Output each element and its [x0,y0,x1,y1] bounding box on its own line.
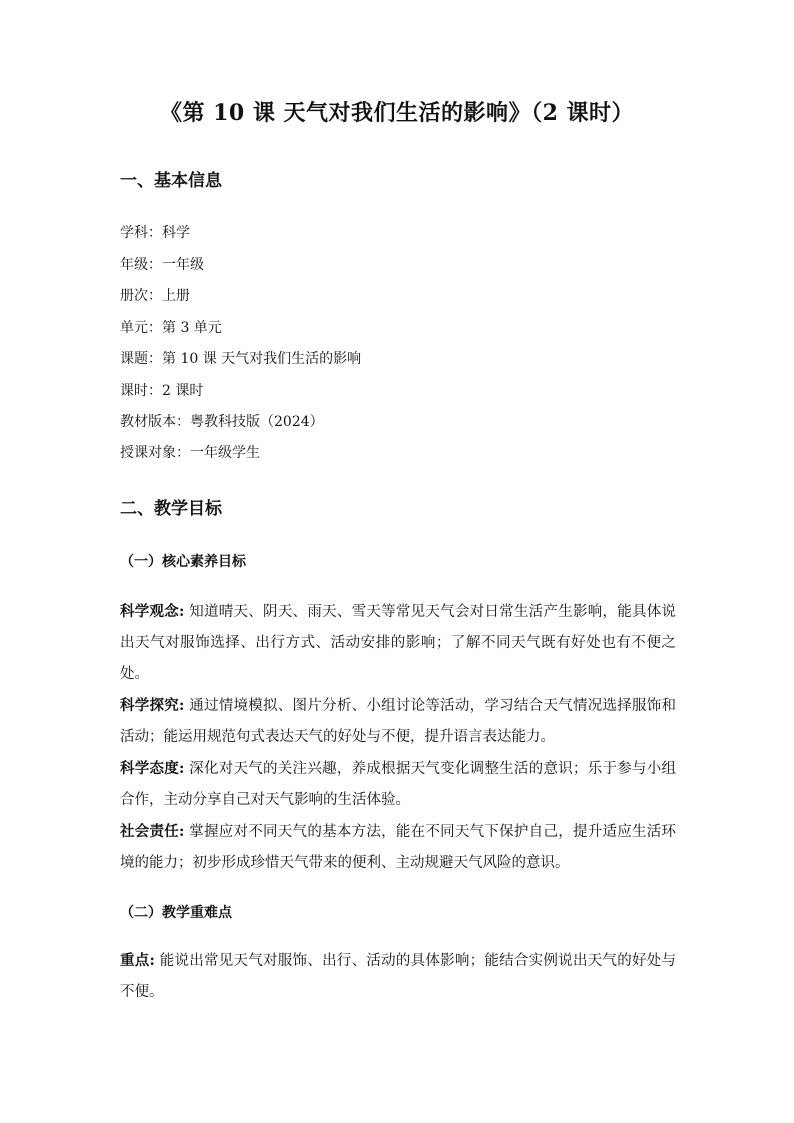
goal-label: 科学观念: [120,603,185,620]
key-point-paragraph [120,945,676,1008]
section-heading-teaching-goals: 二、教学目标 [120,499,222,519]
goal-paragraph-social-responsibility [120,816,676,879]
goal-label: 科学探究: [120,697,185,714]
info-audience: 授课对象：一年级学生 [120,445,260,461]
goal-label: 科学态度: [120,760,185,777]
info-topic: 课题：第 10 课 天气对我们生活的影响 [120,351,362,367]
info-textbook-edition: 教材版本：粤教科技版（2024） [120,414,324,430]
info-volume: 册次：上册 [120,288,190,304]
goal-paragraph-scientific-inquiry [120,690,676,753]
goal-text: 通过情境模拟、图片分析、小组讨论等活动，学习结合天气情况选择服饰和活动；能运用规范句式表达天气的好处与不便，提升语言表达能力。 [120,698,676,745]
goal-paragraph-scientific-concept [120,596,676,690]
subsection-heading-core-goals: （一）核心素养目标 [120,554,246,570]
key-point-label: 重点: [120,952,155,969]
goal-text: 知道晴天、阴天、雨天、雪天等常见天气会对日常生活产生影响，能具体说出天气对服饰选择、出行方式、活动安排的影响；了解不同天气既有好处也有不便之处。 [120,604,676,682]
goal-text: 掌握应对不同天气的基本方法，能在不同天气下保护自己，提升适应生活环境的能力；初步形成珍惜天气带来的便利、主动规避天气风险的意识。 [120,824,676,871]
section-heading-basic-info: 一、基本信息 [120,171,222,191]
subsection-heading-key-difficult-points: （二）教学重难点 [120,905,232,921]
info-subject: 学科：科学 [120,225,190,241]
key-point-text: 能说出常见天气对服饰、出行、活动的具体影响；能结合实例说出天气的好处与不便。 [120,953,676,1000]
info-unit: 单元：第 3 单元 [120,320,222,336]
document-title: 《第 10 课 天气对我们生活的影响》（2 课时） [159,100,635,126]
info-grade: 年级：一年级 [120,257,204,273]
goal-paragraph-scientific-attitude [120,753,676,816]
goal-label: 社会责任: [120,823,185,840]
goal-text: 深化对天气的关注兴趣，养成根据天气变化调整生活的意识；乐于参与小组合作，主动分享自己对天气影响的生活体验。 [120,761,676,808]
info-periods: 课时：2 课时 [120,383,204,399]
